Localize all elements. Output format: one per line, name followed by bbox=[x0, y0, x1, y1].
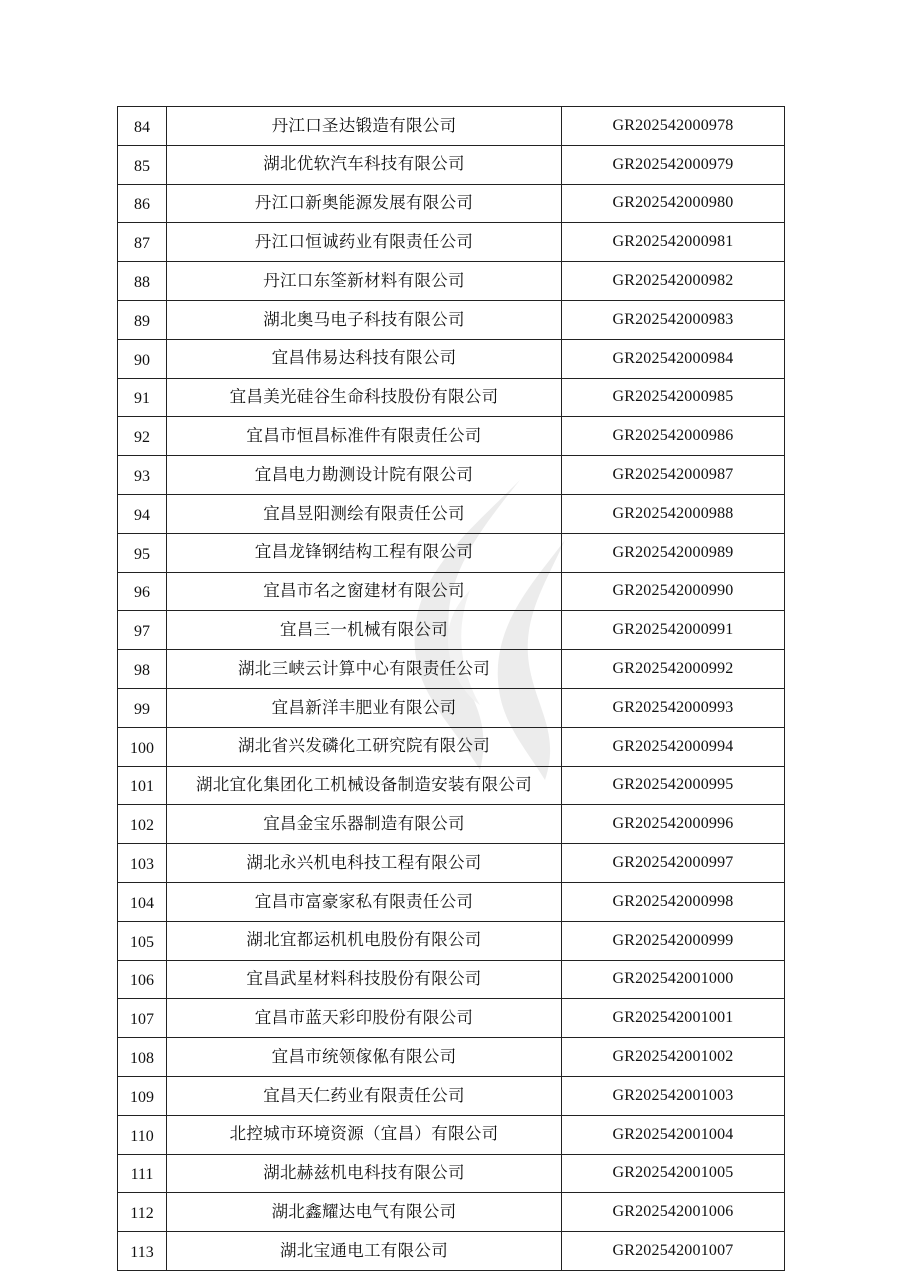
company-name-cell: 宜昌武星材料科技股份有限公司 bbox=[167, 960, 562, 999]
table-row bbox=[118, 921, 785, 960]
enterprise-list-table bbox=[117, 106, 785, 1271]
certificate-number-cell: GR202542000986 bbox=[562, 417, 785, 456]
table-row bbox=[118, 1232, 785, 1271]
company-name-cell: 宜昌电力勘测设计院有限公司 bbox=[167, 456, 562, 495]
certificate-number-cell: GR202542000981 bbox=[562, 223, 785, 262]
row-number-cell: 93 bbox=[118, 456, 167, 495]
table-row bbox=[118, 494, 785, 533]
certificate-number-cell: GR202542000984 bbox=[562, 339, 785, 378]
certificate-number-cell: GR202542001004 bbox=[562, 1115, 785, 1154]
certificate-number-cell: GR202542001001 bbox=[562, 999, 785, 1038]
company-name-cell: 宜昌市蓝天彩印股份有限公司 bbox=[167, 999, 562, 1038]
company-name-cell: 湖北优软汽车科技有限公司 bbox=[167, 145, 562, 184]
row-number-cell: 106 bbox=[118, 960, 167, 999]
row-number-cell: 91 bbox=[118, 378, 167, 417]
row-number-cell: 111 bbox=[118, 1154, 167, 1193]
company-name-cell: 丹江口恒诚药业有限责任公司 bbox=[167, 223, 562, 262]
table-row bbox=[118, 262, 785, 301]
company-name-cell: 湖北永兴机电科技工程有限公司 bbox=[167, 844, 562, 883]
company-name-cell: 宜昌龙锋钢结构工程有限公司 bbox=[167, 533, 562, 572]
table-row bbox=[118, 844, 785, 883]
company-name-cell: 湖北三峡云计算中心有限责任公司 bbox=[167, 650, 562, 689]
company-name-cell: 宜昌天仁药业有限责任公司 bbox=[167, 1076, 562, 1115]
company-name-cell: 宜昌市统领傢俬有限公司 bbox=[167, 1038, 562, 1077]
company-name-cell: 宜昌金宝乐器制造有限公司 bbox=[167, 805, 562, 844]
row-number-cell: 96 bbox=[118, 572, 167, 611]
row-number-cell: 112 bbox=[118, 1193, 167, 1232]
row-number-cell: 99 bbox=[118, 688, 167, 727]
certificate-number-cell: GR202542001006 bbox=[562, 1193, 785, 1232]
company-name-cell: 宜昌新洋丰肥业有限公司 bbox=[167, 688, 562, 727]
company-name-cell: 湖北宝通电工有限公司 bbox=[167, 1232, 562, 1271]
certificate-number-cell: GR202542000983 bbox=[562, 300, 785, 339]
table-row bbox=[118, 339, 785, 378]
row-number-cell: 95 bbox=[118, 533, 167, 572]
row-number-cell: 101 bbox=[118, 766, 167, 805]
row-number-cell: 108 bbox=[118, 1038, 167, 1077]
certificate-number-cell: GR202542000987 bbox=[562, 456, 785, 495]
table-row bbox=[118, 533, 785, 572]
table-row bbox=[118, 300, 785, 339]
row-number-cell: 113 bbox=[118, 1232, 167, 1271]
certificate-number-cell: GR202542000980 bbox=[562, 184, 785, 223]
company-name-cell: 宜昌昱阳测绘有限责任公司 bbox=[167, 494, 562, 533]
table-row bbox=[118, 611, 785, 650]
table-row bbox=[118, 882, 785, 921]
row-number-cell: 84 bbox=[118, 107, 167, 146]
company-name-cell: 丹江口新奥能源发展有限公司 bbox=[167, 184, 562, 223]
company-name-cell: 湖北省兴发磷化工研究院有限公司 bbox=[167, 727, 562, 766]
certificate-number-cell: GR202542000982 bbox=[562, 262, 785, 301]
table-row bbox=[118, 688, 785, 727]
table-row bbox=[118, 378, 785, 417]
row-number-cell: 105 bbox=[118, 921, 167, 960]
company-name-cell: 宜昌三一机械有限公司 bbox=[167, 611, 562, 650]
certificate-number-cell: GR202542001002 bbox=[562, 1038, 785, 1077]
company-name-cell: 湖北宜都运机机电股份有限公司 bbox=[167, 921, 562, 960]
certificate-number-cell: GR202542000989 bbox=[562, 533, 785, 572]
certificate-number-cell: GR202542000988 bbox=[562, 494, 785, 533]
row-number-cell: 88 bbox=[118, 262, 167, 301]
table-row bbox=[118, 572, 785, 611]
table-row bbox=[118, 650, 785, 689]
certificate-number-cell: GR202542000991 bbox=[562, 611, 785, 650]
company-name-cell: 北控城市环境资源（宜昌）有限公司 bbox=[167, 1115, 562, 1154]
company-name-cell: 宜昌市名之窗建材有限公司 bbox=[167, 572, 562, 611]
table-row bbox=[118, 1154, 785, 1193]
table-row bbox=[118, 456, 785, 495]
row-number-cell: 94 bbox=[118, 494, 167, 533]
company-name-cell: 宜昌市富豪家私有限责任公司 bbox=[167, 882, 562, 921]
row-number-cell: 102 bbox=[118, 805, 167, 844]
row-number-cell: 89 bbox=[118, 300, 167, 339]
row-number-cell: 107 bbox=[118, 999, 167, 1038]
company-name-cell: 湖北鑫耀达电气有限公司 bbox=[167, 1193, 562, 1232]
table-row bbox=[118, 727, 785, 766]
company-name-cell: 丹江口东筌新材料有限公司 bbox=[167, 262, 562, 301]
certificate-number-cell: GR202542000979 bbox=[562, 145, 785, 184]
row-number-cell: 103 bbox=[118, 844, 167, 883]
certificate-number-cell: GR202542000992 bbox=[562, 650, 785, 689]
table-row bbox=[118, 1115, 785, 1154]
table-row bbox=[118, 417, 785, 456]
company-name-cell: 湖北赫兹机电科技有限公司 bbox=[167, 1154, 562, 1193]
table-row bbox=[118, 805, 785, 844]
company-name-cell: 宜昌美光硅谷生命科技股份有限公司 bbox=[167, 378, 562, 417]
table-row bbox=[118, 223, 785, 262]
certificate-number-cell: GR202542000978 bbox=[562, 107, 785, 146]
row-number-cell: 97 bbox=[118, 611, 167, 650]
table-row bbox=[118, 999, 785, 1038]
row-number-cell: 110 bbox=[118, 1115, 167, 1154]
row-number-cell: 92 bbox=[118, 417, 167, 456]
table-row bbox=[118, 960, 785, 999]
row-number-cell: 85 bbox=[118, 145, 167, 184]
certificate-number-cell: GR202542000996 bbox=[562, 805, 785, 844]
row-number-cell: 87 bbox=[118, 223, 167, 262]
certificate-number-cell: GR202542001005 bbox=[562, 1154, 785, 1193]
row-number-cell: 104 bbox=[118, 882, 167, 921]
company-name-cell: 丹江口圣达锻造有限公司 bbox=[167, 107, 562, 146]
row-number-cell: 90 bbox=[118, 339, 167, 378]
table-row bbox=[118, 766, 785, 805]
row-number-cell: 86 bbox=[118, 184, 167, 223]
company-name-cell: 宜昌市恒昌标准件有限责任公司 bbox=[167, 417, 562, 456]
company-name-cell: 湖北宜化集团化工机械设备制造安装有限公司 bbox=[167, 766, 562, 805]
certificate-number-cell: GR202542000985 bbox=[562, 378, 785, 417]
certificate-number-cell: GR202542001007 bbox=[562, 1232, 785, 1271]
certificate-number-cell: GR202542001000 bbox=[562, 960, 785, 999]
table-row bbox=[118, 145, 785, 184]
company-name-cell: 宜昌伟易达科技有限公司 bbox=[167, 339, 562, 378]
certificate-number-cell: GR202542000994 bbox=[562, 727, 785, 766]
certificate-number-cell: GR202542001003 bbox=[562, 1076, 785, 1115]
certificate-number-cell: GR202542000993 bbox=[562, 688, 785, 727]
certificate-number-cell: GR202542000995 bbox=[562, 766, 785, 805]
row-number-cell: 98 bbox=[118, 650, 167, 689]
table-row bbox=[118, 1038, 785, 1077]
certificate-number-cell: GR202542000997 bbox=[562, 844, 785, 883]
company-name-cell: 湖北奥马电子科技有限公司 bbox=[167, 300, 562, 339]
table-row bbox=[118, 1076, 785, 1115]
table-row bbox=[118, 107, 785, 146]
certificate-number-cell: GR202542000998 bbox=[562, 882, 785, 921]
certificate-number-cell: GR202542000999 bbox=[562, 921, 785, 960]
table-row bbox=[118, 184, 785, 223]
certificate-number-cell: GR202542000990 bbox=[562, 572, 785, 611]
row-number-cell: 109 bbox=[118, 1076, 167, 1115]
table-row bbox=[118, 1193, 785, 1232]
row-number-cell: 100 bbox=[118, 727, 167, 766]
